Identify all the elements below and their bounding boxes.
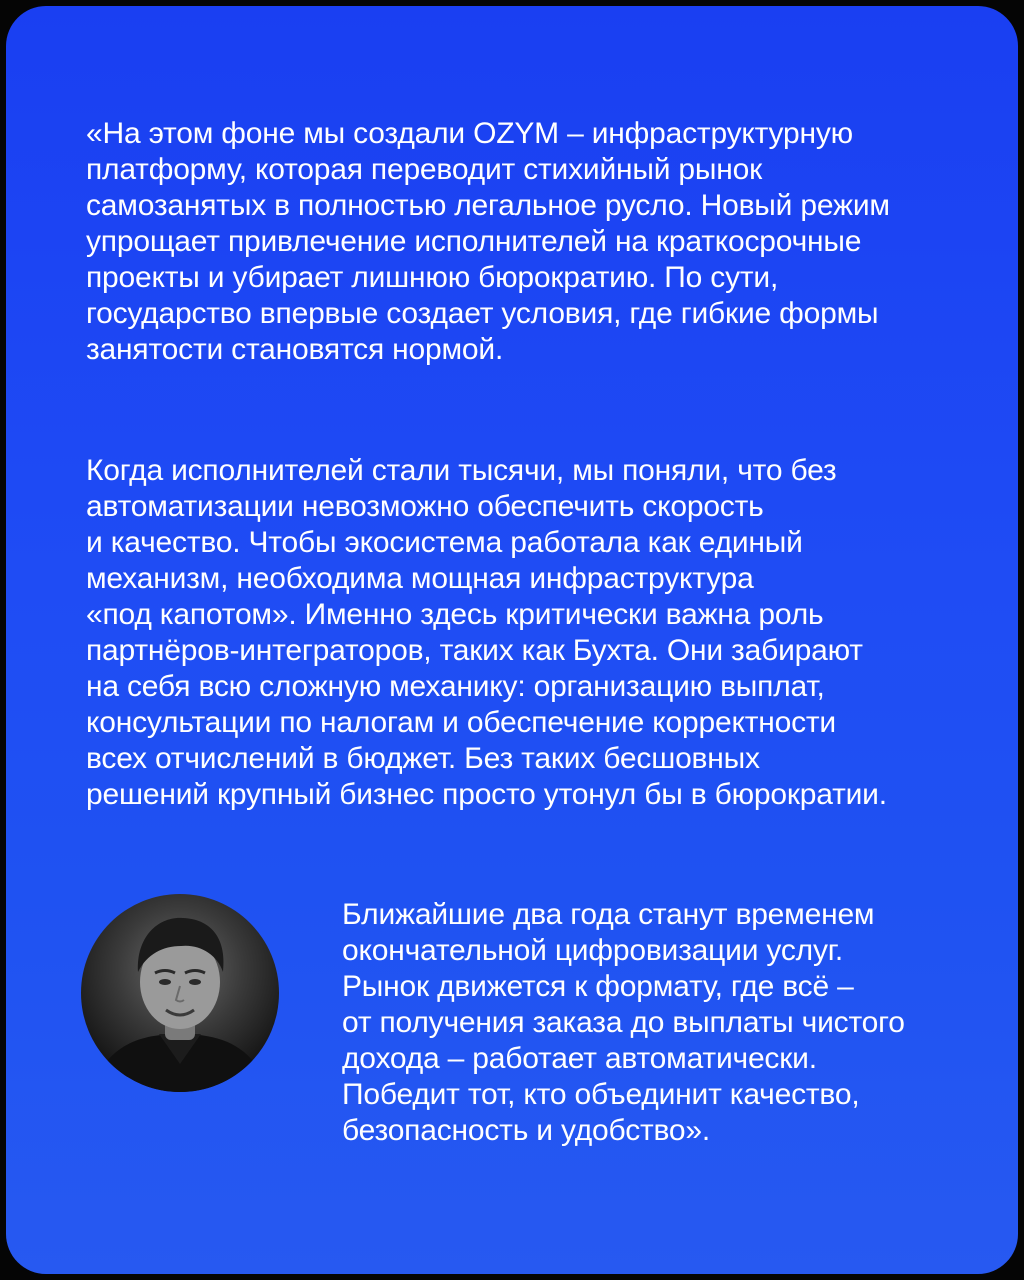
text-line: самозанятых в полностью легальное русло. Новый режим bbox=[86, 189, 890, 222]
text-line: занятости становятся нормой. bbox=[86, 333, 504, 366]
text-line: всех отчислений в бюджет. Без таких бесшовных bbox=[86, 742, 760, 775]
text-line: «под капотом». Именно здесь критически важна роль bbox=[86, 598, 824, 631]
text-line: окончательной цифровизации услуг. bbox=[342, 934, 843, 967]
text-line: Рынок движется к формату, где всё – bbox=[342, 970, 854, 1003]
text-line: «На этом фоне мы создали OZYM – инфраструктурную bbox=[86, 117, 853, 150]
text-line: консультации по налогам и обеспечение корректности bbox=[86, 706, 836, 739]
text-line: проекты и убирает лишнюю бюрократию. По сути, bbox=[86, 261, 779, 294]
text-line: платформу, которая переводит стихийный рынок bbox=[86, 153, 763, 186]
quote-paragraph-2 bbox=[86, 453, 887, 813]
text-line: Когда исполнителей стали тысячи, мы поняли, что без bbox=[86, 454, 837, 487]
text-line: механизм, необходима мощная инфраструктура bbox=[86, 562, 754, 595]
text-line: от получения заказа до выплаты чистого bbox=[342, 1006, 905, 1039]
author-photo bbox=[81, 894, 279, 1092]
text-line: упрощает привлечение исполнителей на краткосрочные bbox=[86, 225, 862, 258]
text-line: и качество. Чтобы экосистема работала как единый bbox=[86, 526, 803, 559]
text-line: автоматизации невозможно обеспечить скорость bbox=[86, 490, 764, 523]
text-line: дохода – работает автоматически. bbox=[342, 1042, 817, 1075]
quote-paragraph-1 bbox=[86, 116, 890, 368]
quote-card bbox=[6, 6, 1018, 1274]
text-line: безопасность и удобство». bbox=[342, 1114, 711, 1147]
text-line: решений крупный бизнес просто утонул бы в бюрократии. bbox=[86, 778, 887, 811]
text-line: государство впервые создает условия, где гибкие формы bbox=[86, 297, 879, 330]
text-line: партнёров-интеграторов, таких как Бухта. Они забирают bbox=[86, 634, 863, 667]
text-line: на себя всю сложную механику: организацию выплат, bbox=[86, 670, 825, 703]
text-line: Победит тот, кто объединит качество, bbox=[342, 1078, 860, 1111]
text-line: Ближайшие два года станут временем bbox=[342, 898, 875, 931]
portrait-icon bbox=[81, 894, 279, 1092]
quote-paragraph-3 bbox=[342, 897, 905, 1149]
